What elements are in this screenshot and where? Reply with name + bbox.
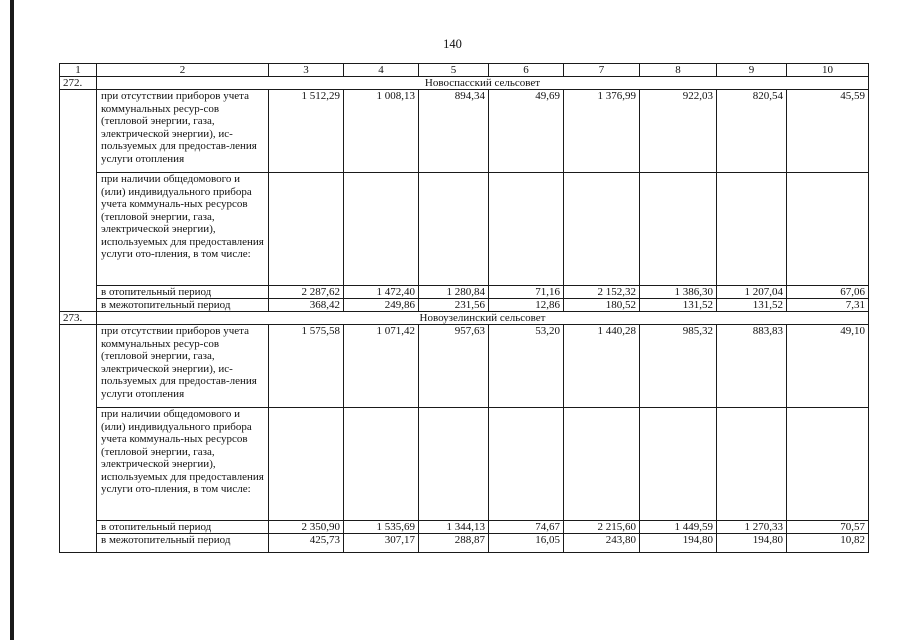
column-number-header: 6 [489, 64, 564, 77]
value-cell: 1 386,30 [640, 286, 717, 299]
row-label: при наличии общедомового и (или) индивидуального прибора учета коммуналь-ных ресурсов (тепловой энергии, газа, электрической энергии), используемых для предоставления услуги ото-пления, в том числе: [97, 408, 269, 521]
value-cell: 67,06 [787, 286, 869, 299]
value-cell [640, 173, 717, 286]
column-number-header: 4 [344, 64, 419, 77]
value-cell: 180,52 [564, 299, 640, 312]
section-row [60, 312, 869, 325]
value-cell: 985,32 [640, 325, 717, 408]
value-cell: 1 535,69 [344, 521, 419, 534]
value-cell: 7,31 [787, 299, 869, 312]
table-row [60, 534, 869, 553]
value-cell [640, 408, 717, 521]
value-cell [787, 173, 869, 286]
value-cell: 1 071,42 [344, 325, 419, 408]
table-row [60, 299, 869, 312]
value-cell: 45,59 [787, 90, 869, 173]
value-cell [717, 408, 787, 521]
value-cell: 49,69 [489, 90, 564, 173]
value-cell: 922,03 [640, 90, 717, 173]
column-number-header: 2 [97, 64, 269, 77]
row-label: в отопительный период [97, 286, 269, 299]
value-cell: 368,42 [269, 299, 344, 312]
value-cell: 243,80 [564, 534, 640, 553]
column-number-header: 7 [564, 64, 640, 77]
row-label: при отсутствии приборов учета коммунальных ресур-сов (тепловой энергии, газа, электрической энергии), ис-пользуемых для предостав-ления услуги отопления [97, 90, 269, 173]
value-cell [419, 173, 489, 286]
value-cell: 12,86 [489, 299, 564, 312]
value-cell: 883,83 [717, 325, 787, 408]
row-label: при отсутствии приборов учета коммунальных ресур-сов (тепловой энергии, газа, электрической энергии), ис-пользуемых для предостав-ления услуги отопления [97, 325, 269, 408]
value-cell: 288,87 [419, 534, 489, 553]
value-cell: 74,67 [489, 521, 564, 534]
value-cell [489, 173, 564, 286]
value-cell: 1 376,99 [564, 90, 640, 173]
value-cell: 957,63 [419, 325, 489, 408]
row-label: в межотопительный период [97, 534, 269, 553]
value-cell: 16,05 [489, 534, 564, 553]
column-number-header: 9 [717, 64, 787, 77]
table-row [60, 173, 869, 286]
value-cell: 307,17 [344, 534, 419, 553]
value-cell [717, 173, 787, 286]
value-cell: 1 575,58 [269, 325, 344, 408]
value-cell: 49,10 [787, 325, 869, 408]
value-cell: 2 215,60 [564, 521, 640, 534]
value-cell: 10,82 [787, 534, 869, 553]
value-cell: 1 472,40 [344, 286, 419, 299]
index-spacer-cell [60, 325, 97, 553]
value-cell: 71,16 [489, 286, 564, 299]
value-cell: 70,57 [787, 521, 869, 534]
section-index: 273. [60, 312, 97, 325]
value-cell [269, 408, 344, 521]
value-cell: 53,20 [489, 325, 564, 408]
settlement-name: Новоузелинский сельсовет [97, 312, 869, 325]
value-cell: 1 207,04 [717, 286, 787, 299]
value-cell: 820,54 [717, 90, 787, 173]
value-cell: 425,73 [269, 534, 344, 553]
value-cell: 894,34 [419, 90, 489, 173]
table-row [60, 90, 869, 173]
value-cell: 1 440,28 [564, 325, 640, 408]
value-cell: 1 008,13 [344, 90, 419, 173]
row-label: в отопительный период [97, 521, 269, 534]
value-cell [787, 408, 869, 521]
settlement-name: Новоспасский сельсовет [97, 77, 869, 90]
value-cell [344, 408, 419, 521]
value-cell: 2 152,32 [564, 286, 640, 299]
column-number-header: 10 [787, 64, 869, 77]
page-number: 140 [443, 37, 462, 51]
value-cell [564, 408, 640, 521]
value-cell: 1 449,59 [640, 521, 717, 534]
section-index: 272. [60, 77, 97, 90]
column-number-header: 5 [419, 64, 489, 77]
index-spacer-cell [60, 90, 97, 312]
value-cell: 231,56 [419, 299, 489, 312]
value-cell: 1 344,13 [419, 521, 489, 534]
value-cell: 194,80 [640, 534, 717, 553]
column-number-row [60, 64, 869, 77]
table-row [60, 408, 869, 521]
table-row [60, 325, 869, 408]
value-cell [344, 173, 419, 286]
value-cell [564, 173, 640, 286]
column-number-header: 8 [640, 64, 717, 77]
tariff-table [59, 63, 869, 553]
value-cell: 131,52 [640, 299, 717, 312]
value-cell: 249,86 [344, 299, 419, 312]
value-cell: 2 287,62 [269, 286, 344, 299]
row-label: в межотопительный период [97, 299, 269, 312]
column-number-header: 1 [60, 64, 97, 77]
row-label: при наличии общедомового и (или) индивидуального прибора учета коммуналь-ных ресурсов (тепловой энергии, газа, электрической энергии), используемых для предоставления услуги ото-пления, в том числе: [97, 173, 269, 286]
value-cell: 194,80 [717, 534, 787, 553]
scan-edge-line [10, 0, 14, 640]
table-row [60, 286, 869, 299]
value-cell [419, 408, 489, 521]
value-cell [269, 173, 344, 286]
section-row [60, 77, 869, 90]
value-cell: 131,52 [717, 299, 787, 312]
column-number-header: 3 [269, 64, 344, 77]
value-cell: 1 270,33 [717, 521, 787, 534]
table-row [60, 521, 869, 534]
value-cell: 1 280,84 [419, 286, 489, 299]
value-cell: 2 350,90 [269, 521, 344, 534]
value-cell [489, 408, 564, 521]
value-cell: 1 512,29 [269, 90, 344, 173]
